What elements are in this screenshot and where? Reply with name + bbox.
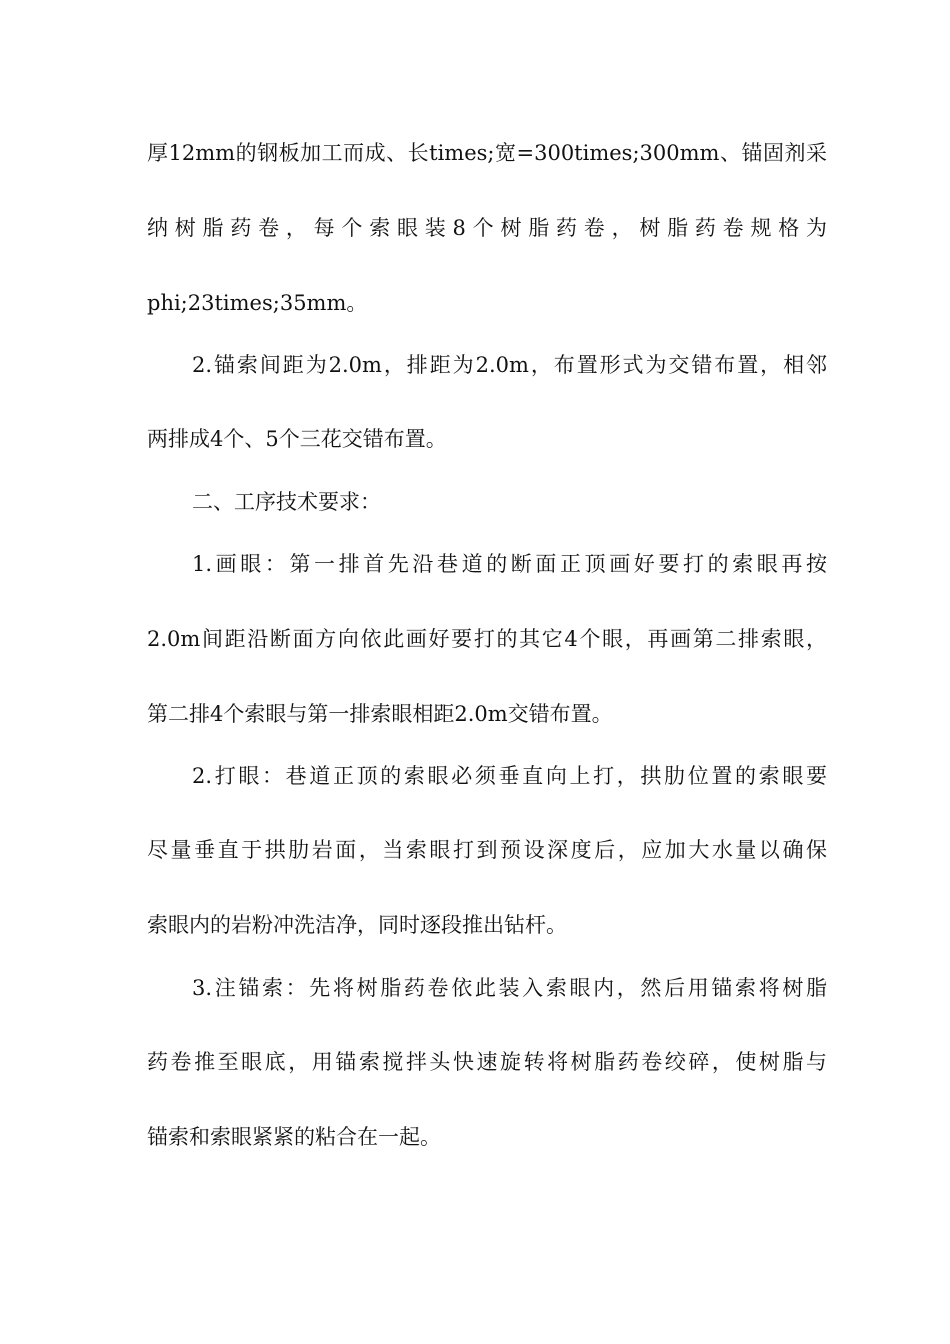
text-line-1: 厚12mm的钢板加工而成、长times;宽=300times;300mm、锚固剂采	[147, 141, 827, 165]
text-line-13: 3.注锚索：先将树脂药卷依此装入索眼内，然后用锚索将树脂	[192, 976, 827, 1000]
section-heading: 二、工序技术要求：	[192, 490, 381, 514]
text-line-15: 锚索和索眼紧紧的粘合在一起。	[147, 1125, 441, 1149]
text-line-14: 药卷推至眼底，用锚索搅拌头快速旋转将树脂药卷绞碎，使树脂与	[147, 1050, 827, 1074]
text-line-11: 尽量垂直于拱肋岩面，当索眼打到预设深度后，应加大水量以确保	[147, 838, 827, 862]
text-line-3: phi;23times;35mm。	[147, 291, 368, 315]
text-line-7: 1.画眼：第一排首先沿巷道的断面正顶画好要打的索眼再按	[192, 552, 827, 576]
text-line-5: 两排成4个、5个三花交错布置。	[147, 427, 447, 451]
text-line-12: 索眼内的岩粉冲洗洁净，同时逐段推出钻杆。	[147, 913, 567, 937]
text-line-8: 2.0m间距沿断面方向依此画好要打的其它4个眼，再画第二排索眼，	[147, 627, 827, 651]
text-line-9: 第二排4个索眼与第一排索眼相距2.0m交错布置。	[147, 702, 613, 726]
text-line-10: 2.打眼：巷道正顶的索眼必须垂直向上打，拱肋位置的索眼要	[192, 764, 827, 788]
text-line-2: 纳树脂药卷，每个索眼装8个树脂药卷，树脂药卷规格为	[147, 216, 827, 240]
text-line-4: 2.锚索间距为2.0m，排距为2.0m，布置形式为交错布置，相邻	[192, 353, 827, 377]
